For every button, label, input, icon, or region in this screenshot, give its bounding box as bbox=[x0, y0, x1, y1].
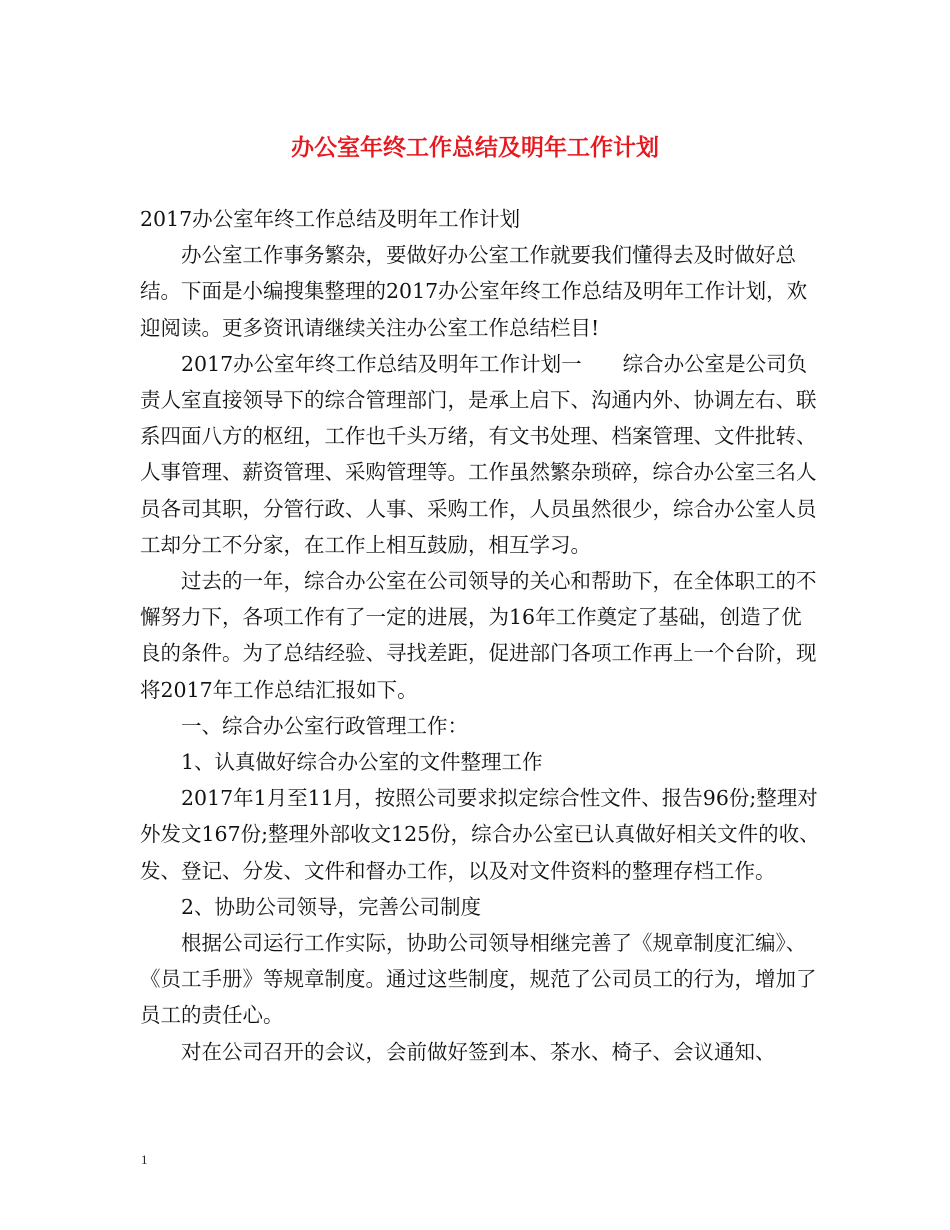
paragraph-subtitle: 2017办公室年终工作总结及明年工作计划 bbox=[140, 207, 521, 231]
document-body bbox=[140, 201, 822, 1070]
paragraph-regulations: 根据公司运行工作实际，协助公司领导相继完善了《规章制度汇编》、《员工手册》等规章制度。通过这些制度，规范了公司员工的行为，增加了员工的责任心。 bbox=[140, 931, 817, 1028]
section-heading-admin: 一、综合办公室行政管理工作： bbox=[181, 713, 468, 738]
subheading-documents: 1、认真做好综合办公室的文件整理工作 bbox=[181, 750, 543, 775]
subheading-regulations: 2、协助公司领导，完善公司制度 bbox=[181, 894, 482, 919]
document-title: 办公室年终工作总结及明年工作计划 bbox=[291, 134, 659, 161]
paragraph-past-year: 过去的一年，综合办公室在公司领导的关心和帮助下，在全体职工的不懈努力下，各项工作有了一定的进展，为16年工作奠定了基础，创造了优良的条件。为了总结经验、寻找差距，促进部门各项工作再上一个台阶，现将2017年工作总结汇报如下。 bbox=[140, 569, 817, 702]
paragraph-plan-one: 2017办公室年终工作总结及明年工作计划一 综合办公室是公司负责人室直接领导下的综合管理部门，是承上启下、沟通内外、协调左右、联系四面八方的枢纽，工作也千头万绪，有文书处理、档案管理、文件批转、人事管理、薪资管理、采购管理等。工作虽然繁杂琐碎，综合办公室三名人员各司其职，分管行政、人事、采购工作，人员虽然很少，综合办公室人员工却分工不分家，在工作上相互鼓励，相互学习。 bbox=[140, 351, 817, 557]
paragraph-documents: 2017年1月至11月，按照公司要求拟定综合性文件、报告96份;整理对外发文167份;整理外部收文125份，综合办公室已认真做好相关文件的收、发、登记、分发、文件和督办工作，以及对文件资料的整理存档工作。 bbox=[140, 786, 820, 883]
page-number: 1 bbox=[141, 1152, 148, 1167]
paragraph-meetings: 对在公司召开的会议，会前做好签到本、茶水、椅子、会议通知、 bbox=[181, 1039, 776, 1064]
paragraph-intro: 办公室工作事务繁杂，要做好办公室工作就要我们懂得去及时做好总结。下面是小编搜集整理的2017办公室年终工作总结及明年工作计划，欢迎阅读。更多资讯请继续关注办公室工作总结栏目! bbox=[140, 243, 808, 340]
